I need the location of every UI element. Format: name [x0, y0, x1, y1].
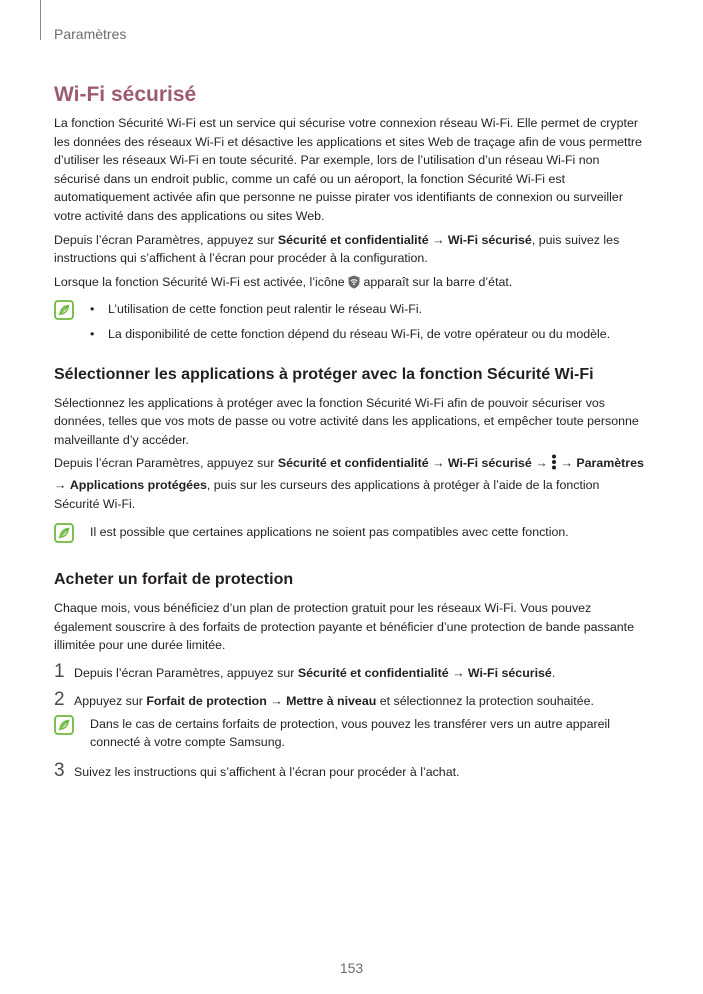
note-block	[54, 300, 648, 349]
step-number: 2	[54, 688, 65, 710]
note-text: Dans le cas de certains forfaits de protection, vous pouvez les transférer vers un autre appareil connecté à votre compte Samsung.	[90, 716, 610, 750]
buy-paragraph: Chaque mois, vous bénéficiez d’un plan de protection gratuit pour les réseaux Wi-Fi. Vous pouvez également souscrire à des forfaits de protection payante et bénéficier d’une protection de bande passante illimitée pour une durée limitée.	[54, 601, 634, 653]
section-heading-apps: Sélectionner les applications à protéger avec la fonction Sécurité Wi-Fi	[54, 365, 594, 383]
intro-instructions: Depuis l’écran Paramètres, appuyez sur Sécurité et confidentialité → Wi-Fi sécurisé, puis suivez les instructions qui s’affichent à l’écran pour procéder à la configuration.	[54, 232, 620, 266]
header-rule	[40, 0, 41, 40]
note-text: Il est possible que certaines applications ne soient pas compatibles avec cette fonction.	[90, 525, 569, 540]
apps-instructions: Depuis l’écran Paramètres, appuyez sur Sécurité et confidentialité → Wi-Fi sécurisé → → Paramètres → Applications protégées, puis sur les curseurs des applications à protéger à l’aide de la fonction Sécurité Wi-Fi.	[54, 456, 644, 511]
step-text: Suivez les instructions qui s’affichent à l’écran pour procéder à l’achat.	[74, 765, 460, 780]
status-icon-paragraph: Lorsque la fonction Sécurité Wi-Fi est activée, l’icône apparaît sur la barre d’état.	[54, 273, 648, 295]
step-text: Appuyez sur Forfait de protection → Mettre à niveau et sélectionnez la protection souhaitée.	[74, 693, 594, 708]
step-text: Depuis l’écran Paramètres, appuyez sur Sécurité et confidentialité → Wi-Fi sécurisé.	[74, 665, 556, 680]
step-number: 3	[54, 760, 65, 782]
page-content	[54, 80, 648, 782]
page-number: 153	[339, 960, 364, 976]
section-header: Paramètres	[54, 26, 127, 42]
note-icon	[54, 715, 74, 735]
note-icon	[54, 523, 74, 543]
note-block	[54, 715, 648, 752]
note-item: • L’utilisation de cette fonction peut ralentir le réseau Wi-Fi.	[90, 302, 423, 317]
note-item: • La disponibilité de cette fonction dépend du réseau Wi-Fi, de votre opérateur ou du modèle.	[90, 326, 611, 341]
page-title: Wi-Fi sécurisé	[54, 83, 197, 106]
step-1	[54, 661, 648, 683]
note-list	[90, 300, 610, 349]
apps-paragraph: Sélectionnez les applications à protéger avec la fonction Sécurité Wi-Fi afin de pouvoir sécuriser vos données, telles que vos mots de passe ou votre activité dans les applications, et empêcher toute personne malveillante d’y accéder.	[54, 395, 639, 447]
note-block	[54, 523, 648, 543]
step-number: 1	[54, 660, 65, 682]
intro-paragraph: La fonction Sécurité Wi-Fi est un service qui sécurise votre connexion réseau Wi-Fi. Elle permet de crypter les données des réseaux Wi-Fi et désactive les applications et sites Web de traçage afin de vous permettre d’utiliser les réseaux Wi-Fi en toute sécurité. Par exemple, lors de l’utilisation d’un réseau Wi-Fi non sécurisé dans un endroit public, comme un café ou un aéroport, la fonction Sécurité Wi-Fi est automatiquement activée afin que personne ne puisse pirater vos identifiants de connexion ou surveiller votre activité dans des applications ou sites Web.	[54, 116, 642, 223]
step-3	[54, 760, 648, 782]
section-heading-buy: Acheter un forfait de protection	[54, 571, 294, 589]
step-2	[54, 689, 648, 711]
note-icon	[54, 300, 74, 320]
shield-wifi-icon	[348, 275, 360, 295]
